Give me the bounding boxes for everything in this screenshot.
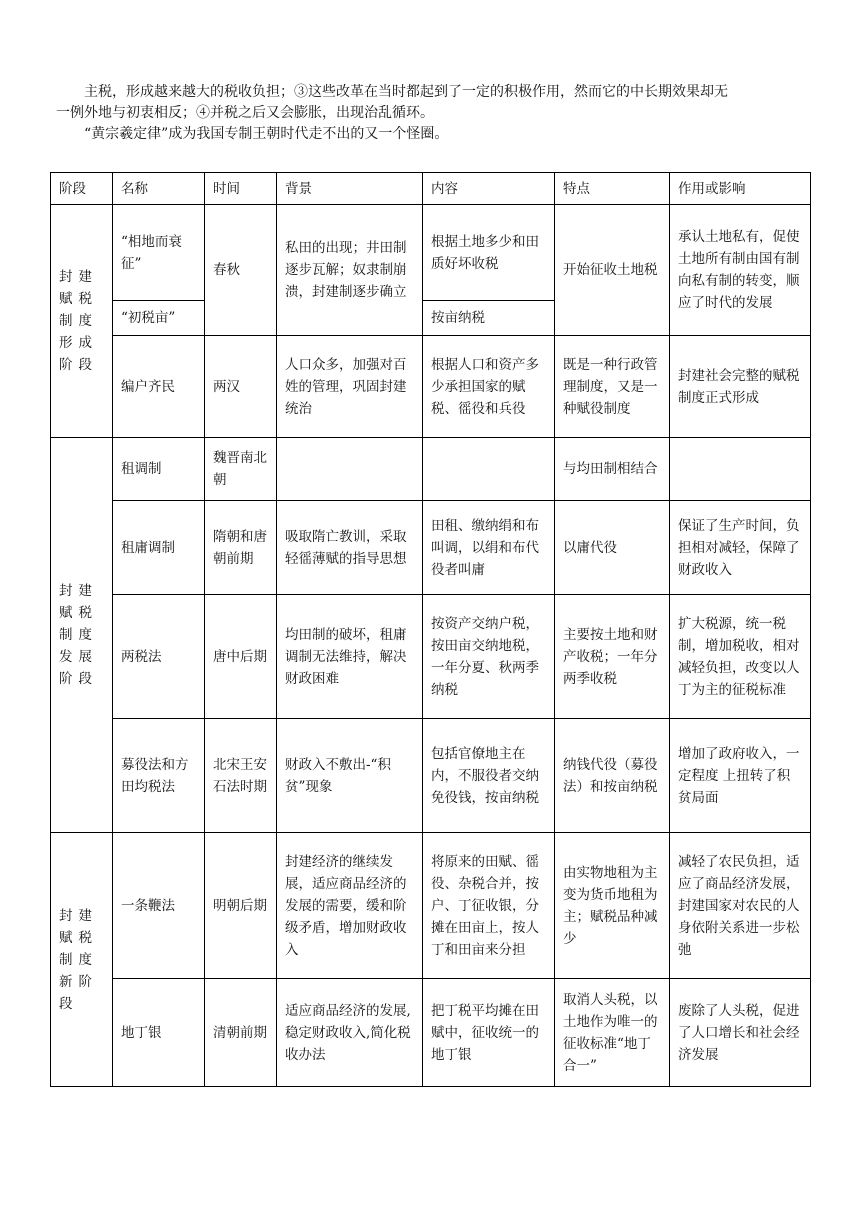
- intro-text: [56, 82, 816, 145]
- cell-name: 两税法: [113, 595, 205, 719]
- cell-time: 明朝后期: [205, 833, 277, 979]
- cell-feature: 与均田制相结合: [555, 438, 670, 501]
- cell-effect: 减轻了农民负担，适应了商品经济发展，封建国家对农民的人身依附关系进一步松弛: [670, 833, 811, 979]
- cell-background: 私田的出现；井田制逐步瓦解；奴隶制崩溃，封建制逐步确立: [277, 205, 423, 336]
- cell-effect: 承认土地私有，促使土地所有制由国有制向私有制的转变，顺应了时代的发展: [670, 205, 811, 336]
- header-background: 背景: [277, 173, 423, 205]
- header-content: 内容: [423, 173, 555, 205]
- cell-effect: 扩大税源，统一税制，增加税收，相对减轻负担，改变以人丁为主的征税标准: [670, 595, 811, 719]
- cell-content: 包括官僚地主在内，不服役者交纳免役钱，按亩纳税: [423, 719, 555, 833]
- stage-new: 封建赋税制度新阶段: [51, 833, 113, 1087]
- cell-name: 租庸调制: [113, 501, 205, 595]
- table-row: [51, 336, 811, 438]
- cell-feature: 由实物地租为主变为货币地租为主；赋税品种减少: [555, 833, 670, 979]
- cell-background: 适应商品经济的发展,稳定财政收入,简化税收办法: [277, 979, 423, 1087]
- cell-content: 将原来的田赋、徭役、杂税合并，按户、丁征收银，分摊在田亩上，按人丁和田亩来分担: [423, 833, 555, 979]
- header-effect: 作用或影响: [670, 173, 811, 205]
- intro-line-3: “黄宗羲定律”成为我国专制王朝时代走不出的又一个怪圈。: [84, 126, 449, 142]
- cell-time: 北宋王安石法时期: [205, 719, 277, 833]
- cell-background: 吸取隋亡教训，采取轻徭薄赋的指导思想: [277, 501, 423, 595]
- cell-time: 隋朝和唐朝前期: [205, 501, 277, 595]
- tax-system-table: [50, 172, 811, 1087]
- cell-name: 地丁银: [113, 979, 205, 1087]
- cell-name: 编户齐民: [113, 336, 205, 438]
- cell-time: 春秋: [205, 205, 277, 336]
- table-row: [51, 595, 811, 719]
- table-row: [51, 719, 811, 833]
- stage-formation: 封建赋税制度形成阶段: [51, 205, 113, 438]
- table-row: [51, 979, 811, 1087]
- stage-development: 封建赋税制度发展阶段: [51, 438, 113, 833]
- cell-effect: 废除了人头税，促进了人口增长和社会经济发展: [670, 979, 811, 1087]
- cell-time: 唐中后期: [205, 595, 277, 719]
- intro-line-2: 一例外地与初衷相反；④并税之后又会膨胀，出现治乱循环。: [56, 105, 434, 121]
- cell-feature: 取消人头税，以土地作为唯一的征收标准“地丁合一”: [555, 979, 670, 1087]
- cell-background: 均田制的破坏，租庸调制无法维持，解决财政困难: [277, 595, 423, 719]
- table-row: [51, 205, 811, 301]
- cell-time: 魏晋南北朝: [205, 438, 277, 501]
- header-feature: 特点: [555, 173, 670, 205]
- cell-effect: 保证了生产时间，负担相对减轻，保障了财政收入: [670, 501, 811, 595]
- header-stage: 阶段: [51, 173, 113, 205]
- cell-background: 人口众多，加强对百姓的管理，巩固封建统治: [277, 336, 423, 438]
- table-row: [51, 833, 811, 979]
- cell-name: “相地而衰征”: [113, 205, 205, 301]
- cell-feature: 以庸代役: [555, 501, 670, 595]
- cell-content: 按资产交纳户税，按田亩交纳地税，一年分夏、秋两季纳税: [423, 595, 555, 719]
- header-time: 时间: [205, 173, 277, 205]
- cell-content: 把丁税平均摊在田赋中，征收统一的地丁银: [423, 979, 555, 1087]
- cell-name: “初税亩”: [113, 301, 205, 336]
- cell-time: 两汉: [205, 336, 277, 438]
- cell-feature: 既是一种行政管理制度，又是一种赋役制度: [555, 336, 670, 438]
- cell-effect: 封建社会完整的赋税制度正式形成: [670, 336, 811, 438]
- cell-feature: 开始征收土地税: [555, 205, 670, 336]
- cell-background: 封建经济的继续发展，适应商品经济的发展的需要，缓和阶级矛盾，增加财政收入: [277, 833, 423, 979]
- cell-feature: 纳钱代役（募役法）和按亩纳税: [555, 719, 670, 833]
- cell-content: [423, 438, 555, 501]
- table-header-row: [51, 173, 811, 205]
- cell-content: 根据土地多少和田质好坏收税: [423, 205, 555, 301]
- cell-time: 清朝前期: [205, 979, 277, 1087]
- cell-effect: 增加了政府收入，一定程度 上扭转了积贫局面: [670, 719, 811, 833]
- cell-feature: 主要按土地和财产收税；一年分两季收税: [555, 595, 670, 719]
- cell-name: 租调制: [113, 438, 205, 501]
- cell-content: 田租、缴纳绢和布叫调，以绢和布代役者叫庸: [423, 501, 555, 595]
- intro-line-1: 主税，形成越来越大的税收负担；③这些改革在当时都起到了一定的积极作用，然而它的中长期效果却无: [84, 84, 728, 100]
- cell-background: [277, 438, 423, 501]
- cell-background: 财政入不敷出-“积贫”现象: [277, 719, 423, 833]
- cell-name: 一条鞭法: [113, 833, 205, 979]
- cell-name: 募役法和方田均税法: [113, 719, 205, 833]
- cell-content: 按亩纳税: [423, 301, 555, 336]
- header-name: 名称: [113, 173, 205, 205]
- table-row: [51, 438, 811, 501]
- cell-content: 根据人口和资产多少承担国家的赋税、徭役和兵役: [423, 336, 555, 438]
- table-row: [51, 501, 811, 595]
- cell-effect: [670, 438, 811, 501]
